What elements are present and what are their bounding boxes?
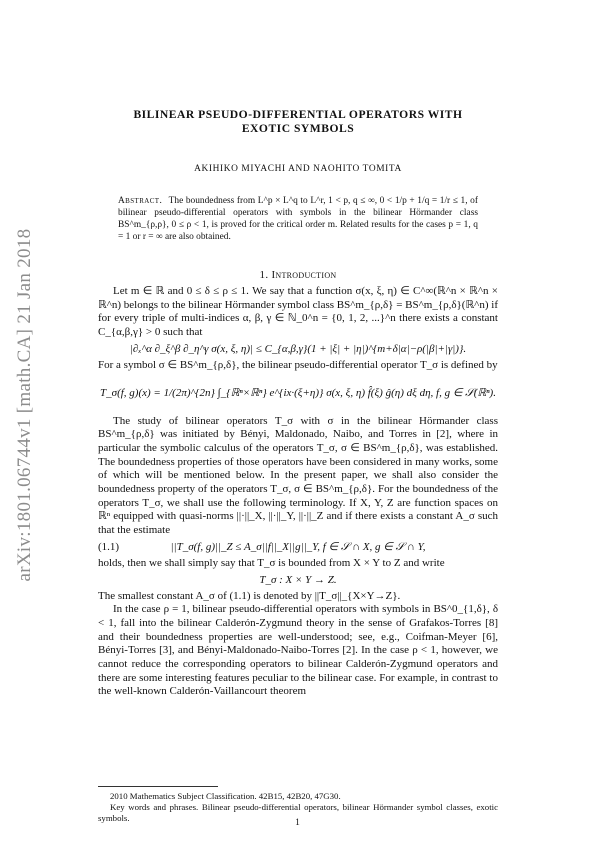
title-line-2: EXOTIC SYMBOLS: [241, 122, 355, 135]
section-title: Introduction: [271, 269, 337, 281]
footnote-divider: [98, 786, 218, 787]
equation-1-1: [98, 541, 498, 554]
abstract-heading: Abstract.: [118, 196, 163, 206]
section-number: 1.: [259, 269, 269, 281]
authors: AKIHIKO MIYACHI AND NAOHITO TOMITA: [194, 164, 402, 174]
footnote-keywords: Key words and phrases. Bilinear pseudo-differential operators, bilinear Hörmander symbol classes, exotic symbols.: [98, 802, 498, 823]
paragraph-definition: Let m ∈ ℝ and 0 ≤ δ ≤ ρ ≤ 1. We say that a function σ(x, ξ, η) ∈ C^∞(ℝ^n × ℝ^n × ℝ^n) belongs to the bilinear Hörmander symbol class BS^m_{ρ,δ} = BS^m_{ρ,δ}(ℝ^n) if for every triple of multi-indices α, β, γ ∈ ℕ_0^n = {0, 1, 2, ...}^n there exists a constant C_{α,β,γ} > 0 such that: [98, 285, 498, 339]
equation-mapping: T_σ : X × Y → Z.: [259, 573, 337, 586]
equation-1-1-body: ||T_σ(f, g)||_Z ≤ A_σ||f||_X||g||_Y, f ∈ 𝒮 ∩ X, g ∈ 𝒮 ∩ Y,: [170, 540, 426, 553]
section-heading: [98, 269, 498, 281]
paper-title: [98, 108, 498, 136]
paper-page: [98, 108, 498, 699]
equation-tag: (1.1): [98, 540, 120, 553]
abstract: [118, 195, 478, 243]
paragraph-case-rho: In the case ρ = 1, bilinear pseudo-differential operators with symbols in BS^0_{1,δ}, δ < 1, fall into the bilinear Calderón-Zygmund theory in the sense of Grafakos-Torres [8] and their boundedness properties are well-understood; see, e.g., Coifman-Meyer [6], Bényi-Torres [3], and Bényi-Maldonado-Naibo-Torres [2]. In the case ρ < 1, however, we cannot reduce the corresponding operators to bilinear Calderón-Zygmund operators and there are some interesting features peculiar to the bilinear case. For example, in contrast to the well-known Calderón-Vaillancourt theorem: [98, 603, 498, 698]
equation-symbol-estimate: |∂ₓ^α ∂_ξ^β ∂_η^γ σ(x, ξ, η)| ≤ C_{α,β,γ}(1 + |ξ| + |η|)^{m+δ|α|−ρ(|β|+|γ|)}.: [129, 342, 467, 355]
arxiv-stamp: [10, 200, 40, 610]
arxiv-stamp-text: arXiv:1801.06744v1 [math.CA] 21 Jan 2018: [14, 228, 35, 582]
paragraph-terminology: holds, then we shall simply say that T_σ is bounded from X × Y to Z and write: [98, 556, 445, 569]
paragraph-smallest-constant: The smallest constant A_σ of (1.1) is denoted by ||T_σ||_{X×Y→Z}.: [98, 589, 401, 602]
abstract-body: The boundedness from L^p × L^q to L^r, 1 < p, q ≤ ∞, 0 < 1/p + 1/q = 1/r ≤ 1, of bilinear pseudo-differential operators with symbols in the bilinear Hörmander class BS^m_{ρ,ρ}, 0 ≤ ρ < 1, is proved for the critical order m. Related results for the cases p = 1, q = 1 or r = ∞ are also obtained.: [118, 196, 478, 242]
paragraph-history: The study of bilinear operators T_σ with σ in the bilinear Hörmander class BS^m_{ρ,δ} was initiated by Bényi, Maldonado, Naibo, and Torres in [2], where in particular the symbolic calculus of the operators T_σ, σ ∈ BS^m_{ρ,δ}, was established. The boundedness properties of those operators have been considered in many works, some of which will be mentioned below. In the present paper, we shall also consider the boundedness property of the operators T_σ, σ ∈ BS^m_{ρ,δ}. For the boundedness of the operators T_σ, we shall use the following terminology. If X, Y, Z are function spaces on ℝⁿ equipped with quasi-norms ||·||_X, ||·||_Y, ||·||_Z and if there exists a constant A_σ such that the estimate: [98, 414, 498, 537]
page-number: 1: [295, 818, 300, 828]
footnote-msc: 2010 Mathematics Subject Classification. 42B15, 42B20, 47G30.: [110, 791, 341, 801]
title-line-1: BILINEAR PSEUDO-DIFFERENTIAL OPERATORS WITH: [133, 108, 463, 121]
paragraph-operator-intro: For a symbol σ ∈ BS^m_{ρ,δ}, the bilinear pseudo-differential operator T_σ is defined by: [98, 358, 498, 371]
equation-operator-definition: T_σ(f, g)(x) = 1/(2π)^{2n} ∫_{ℝⁿ×ℝⁿ} e^{ix·(ξ+η)} σ(x, ξ, η) f̂(ξ) ĝ(η) dξ dη, f, g ∈ 𝒮(ℝⁿ).: [100, 387, 496, 400]
